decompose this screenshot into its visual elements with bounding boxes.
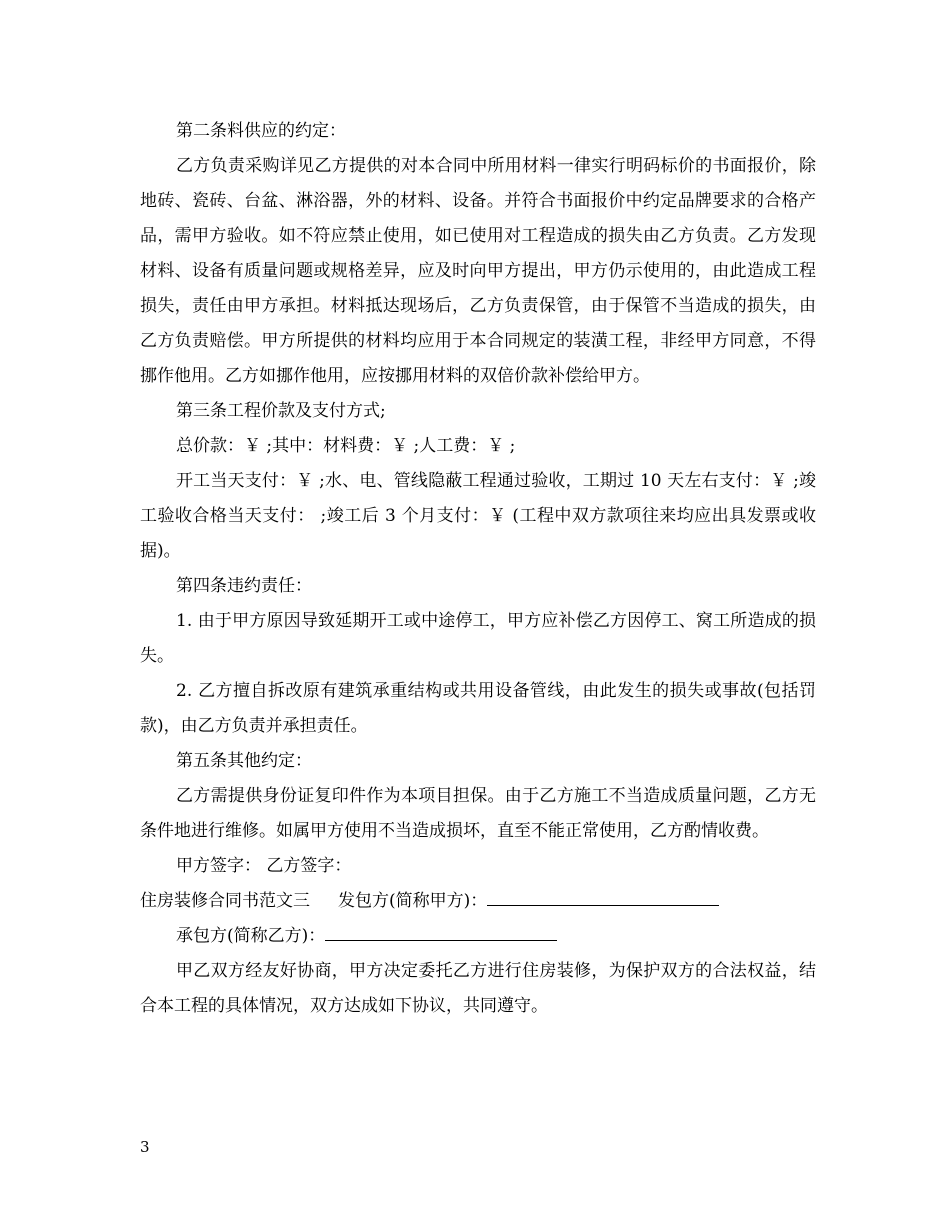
party-a-blank	[487, 887, 719, 906]
contract-header-line	[140, 884, 816, 919]
section-heading-liability: 第四条违约责任：	[176, 576, 312, 596]
section-heading-other: 第五条其他约定：	[176, 751, 312, 771]
contract-title: 住房装修合同书范文三	[140, 891, 310, 911]
party-b-label: 承包方(简称乙方)：	[176, 926, 326, 946]
party-b-blank	[325, 922, 557, 941]
section-heading-materials: 第二条料供应的约定：	[176, 121, 346, 141]
liability-item-2: 2. 乙方擅自拆改原有建筑承重结构或共用设备管线，由此发生的损失或事故(包括罚款)，由乙方负责并承担责任。	[140, 681, 816, 736]
party-a-label: 发包方(简称甲方)：	[338, 891, 488, 911]
section-heading-payment: 第三条工程价款及支付方式;	[176, 401, 386, 421]
payment-schedule-paragraph: 开工当天支付：￥ ;水、电、管线隐蔽工程通过验收，工期过 10 天左右支付：￥ ;竣工验收合格当天支付： ;竣工后 3 个月支付：￥ (工程中双方款项往来均应出具发票或收据)。	[140, 471, 816, 561]
document-body	[140, 114, 816, 1024]
liability-item-1: 1. 由于甲方原因导致延期开工或中途停工，甲方应补偿乙方因停工、窝工所造成的损失。	[140, 611, 816, 666]
signature-line: 甲方签字： 乙方签字：	[176, 856, 352, 876]
page-number: 3	[140, 1138, 150, 1156]
party-b-line	[140, 919, 816, 954]
agreement-intro-paragraph: 甲乙双方经友好协商，甲方决定委托乙方进行住房装修，为保护双方的合法权益，结合本工程的具体情况，双方达成如下协议，共同遵守。	[140, 961, 816, 1016]
other-terms-paragraph: 乙方需提供身份证复印件作为本项目担保。由于乙方施工不当造成质量问题，乙方无条件地进行维修。如属甲方使用不当造成损坏，直至不能正常使用，乙方酌情收费。	[140, 786, 816, 841]
total-price-line: 总价款：￥ ;其中：材料费：￥ ;人工费：￥ ;	[176, 436, 516, 456]
materials-paragraph: 乙方负责采购详见乙方提供的对本合同中所用材料一律实行明码标价的书面报价，除地砖、瓷砖、台盆、淋浴器，外的材料、设备。并符合书面报价中约定品牌要求的合格产品，需甲方验收。如不符应禁止使用，如已使用对工程造成的损失由乙方负责。乙方发现材料、设备有质量问题或规格差异，应及时向甲方提出，甲方仍示使用的，由此造成工程损失，责任由甲方承担。材料抵达现场后，乙方负责保管，由于保管不当造成的损失，由乙方负责赔偿。甲方所提供的材料均应用于本合同规定的装潢工程，非经甲方同意，不得挪作他用。乙方如挪作他用，应按挪用材料的双倍价款补偿给甲方。	[140, 156, 816, 386]
